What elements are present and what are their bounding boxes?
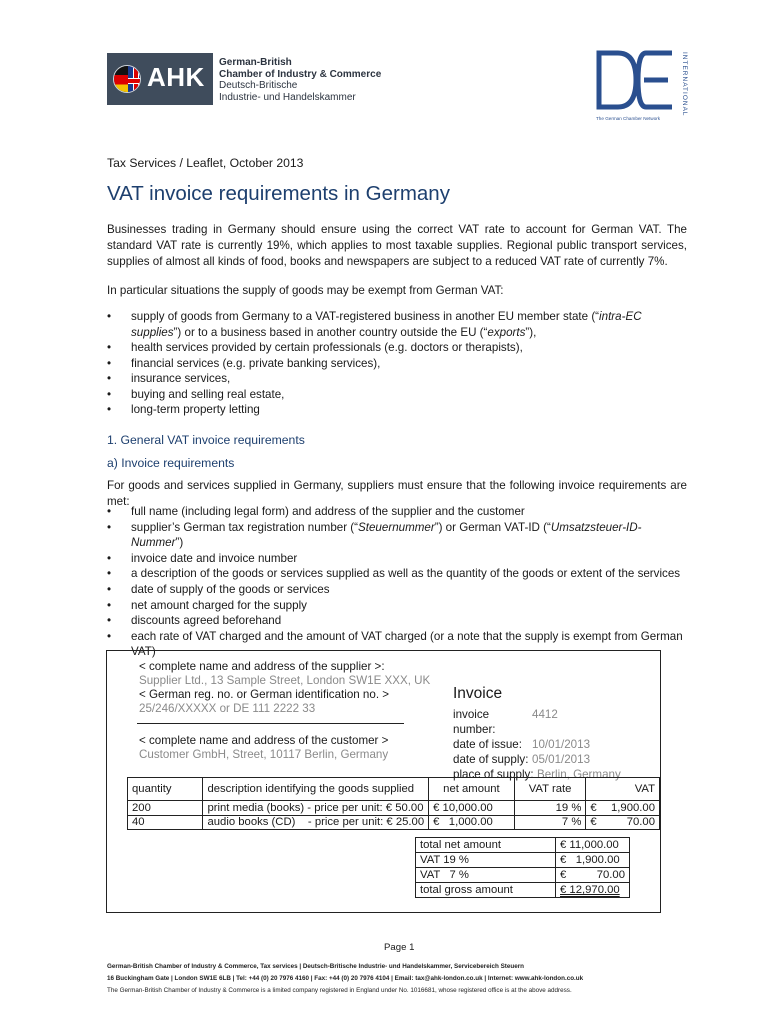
- list-item: • a description of the goods or services supplied as well as the quantity of the goods or extent of the services: [107, 566, 687, 582]
- ahk-logo-text: AHK: [147, 62, 205, 92]
- cell-vat: € 70.00: [586, 815, 660, 830]
- list-item: • supply of goods from Germany to a VAT-registered business in another EU member state (“intra-EC supplies”) or to a business based in another country outside the EU (“exports”),: [107, 309, 687, 340]
- page-footer: [107, 961, 667, 997]
- table-row: [416, 853, 630, 868]
- meta-value: Berlin, Germany: [537, 768, 621, 781]
- cell-rate: 19 %: [514, 801, 586, 816]
- list-item: • long-term property letting: [107, 402, 687, 418]
- cell-description: audio books (CD) - price per unit: € 25.00: [203, 815, 429, 830]
- supplier-value: Supplier Ltd., 13 Sample Street, London SW1E XXX, UK: [139, 674, 431, 687]
- list-item: • financial services (e.g. private banking services),: [107, 356, 687, 372]
- list-item: • each rate of VAT charged and the amount of VAT charged (or a note that the supply is exempt from German VAT): [107, 629, 687, 660]
- list-item: • supplier’s German tax registration number (“Steuernummer”) or German VAT-ID (“Umsatzsteuer-ID-Nummer”): [107, 520, 687, 551]
- table-row: [128, 815, 660, 830]
- list-item: • insurance services,: [107, 371, 687, 387]
- de-network-text: The German Chamber Network: [596, 116, 661, 121]
- cell-quantity: 200: [128, 801, 203, 816]
- meta-label: date of issue:: [453, 738, 522, 751]
- total-value: € 1,900.00: [556, 853, 630, 868]
- invoice-title: Invoice: [453, 685, 503, 702]
- requirements-list: [107, 504, 687, 660]
- cell-description: print media (books) - price per unit: € 50.00: [203, 801, 429, 816]
- reg-label: < German reg. no. or German identification no. >: [139, 688, 390, 701]
- flags-icon: [113, 65, 141, 93]
- column-header: VAT: [586, 778, 660, 801]
- table-row: [416, 838, 630, 853]
- list-item: • invoice date and invoice number: [107, 551, 687, 567]
- cell-net: € 10,000.00: [429, 801, 515, 816]
- list-item: • discounts agreed beforehand: [107, 613, 687, 629]
- total-label: total gross amount: [416, 883, 556, 898]
- column-header: description identifying the goods supplied: [203, 778, 429, 801]
- total-value: € 12,970.00: [556, 883, 630, 898]
- footer-line: German-British Chamber of Industry & Commerce, Tax services | Deutsch-Britische Industrie- und Handelskammer, Servicebereich Steuern: [107, 963, 525, 970]
- total-label: VAT 19 %: [416, 853, 556, 868]
- supplier-label: < complete name and address of the supplier >:: [139, 660, 385, 673]
- meta-value: 05/01/2013: [532, 753, 591, 766]
- page-number: Page 1: [384, 942, 415, 953]
- total-value: € 70.00: [556, 868, 630, 883]
- leaflet-line: Tax Services / Leaflet, October 2013: [107, 156, 304, 170]
- table-row: [128, 801, 660, 816]
- column-header: quantity: [128, 778, 203, 801]
- list-item: • full name (including legal form) and address of the supplier and the customer: [107, 504, 687, 520]
- meta-label: invoice number:: [453, 708, 496, 736]
- cell-net: € 1,000.00: [429, 815, 515, 830]
- customer-value: Customer GmbH, Street, 10117 Berlin, Germany: [139, 748, 389, 761]
- de-vertical-text: INTERNATIONAL: [681, 52, 688, 117]
- divider: [137, 723, 404, 724]
- meta-label: date of supply:: [453, 753, 529, 766]
- meta-value: 4412: [532, 708, 558, 721]
- total-label: VAT 7 %: [416, 868, 556, 883]
- column-header: net amount: [429, 778, 515, 801]
- totals-table: [415, 837, 630, 898]
- cell-rate: 7 %: [514, 815, 586, 830]
- list-item: • buying and selling real estate,: [107, 387, 687, 403]
- meta-value: 10/01/2013: [532, 738, 591, 751]
- cell-quantity: 40: [128, 815, 203, 830]
- ahk-logo: [107, 53, 382, 107]
- chamber-name-line: German-British: [219, 57, 292, 68]
- table-row: [416, 883, 630, 898]
- intro-paragraph: Businesses trading in Germany should ensure using the correct VAT rate to account for German VAT. The standard VAT rate is currently 19%, which applies to most taxable supplies. Regional public transport services, supplies of almost all kinds of food, books and newspapers are subject to a reduced VAT rate of currently 7%.: [107, 223, 687, 268]
- list-item: • date of supply of the goods or services: [107, 582, 687, 598]
- page-title: VAT invoice requirements in Germany: [107, 182, 450, 205]
- chamber-name-line: Industrie- und Handelskammer: [219, 91, 356, 103]
- chamber-name-line: Chamber of Industry & Commerce: [219, 68, 382, 80]
- chamber-name: [219, 57, 389, 103]
- exempt-intro: In particular situations the supply of goods may be exempt from German VAT:: [107, 284, 504, 297]
- line-items-table: [127, 777, 660, 830]
- cell-vat: € 1,900.00: [586, 801, 660, 816]
- total-label: total net amount: [416, 838, 556, 853]
- exempt-list: [107, 309, 687, 418]
- ahk-logo-box: [107, 53, 213, 105]
- meta-label: place of supply:: [453, 768, 534, 781]
- customer-label: < complete name and address of the customer >: [139, 734, 389, 747]
- footer-line: 16 Buckingham Gate | London SW1E 6LB | Tel: +44 (0) 20 7976 4160 | Fax: +44 (0) 20 7976 4104 | Email: tax@ahk-london.co.uk | Internet: www.ahk-london.co.uk: [107, 975, 584, 982]
- invoice-meta: [453, 707, 621, 782]
- footer-line: The German-British Chamber of Industry & Commerce is a limited company registered in England under No. 1016681, whose registered office is at the above address.: [107, 987, 572, 994]
- sample-invoice: [106, 650, 661, 913]
- list-item: • net amount charged for the supply: [107, 598, 687, 614]
- total-value: € 11,000.00: [556, 838, 630, 853]
- section-heading-1: 1. General VAT invoice requirements: [107, 433, 305, 447]
- column-header: VAT rate: [514, 778, 586, 801]
- requirements-intro: For goods and services supplied in Germany, suppliers must ensure that the following invoice requirements are met:: [107, 479, 687, 508]
- chamber-name-line: Deutsch-Britische: [219, 80, 298, 91]
- reg-value: 25/246/XXXXX or DE 111 2222 33: [139, 702, 316, 715]
- de-logo-icon: [596, 50, 676, 110]
- section-heading-1a: a) Invoice requirements: [107, 456, 235, 470]
- list-item: • health services provided by certain professionals (e.g. doctors or therapists),: [107, 340, 687, 356]
- de-international-logo: [596, 50, 688, 125]
- table-row: [416, 868, 630, 883]
